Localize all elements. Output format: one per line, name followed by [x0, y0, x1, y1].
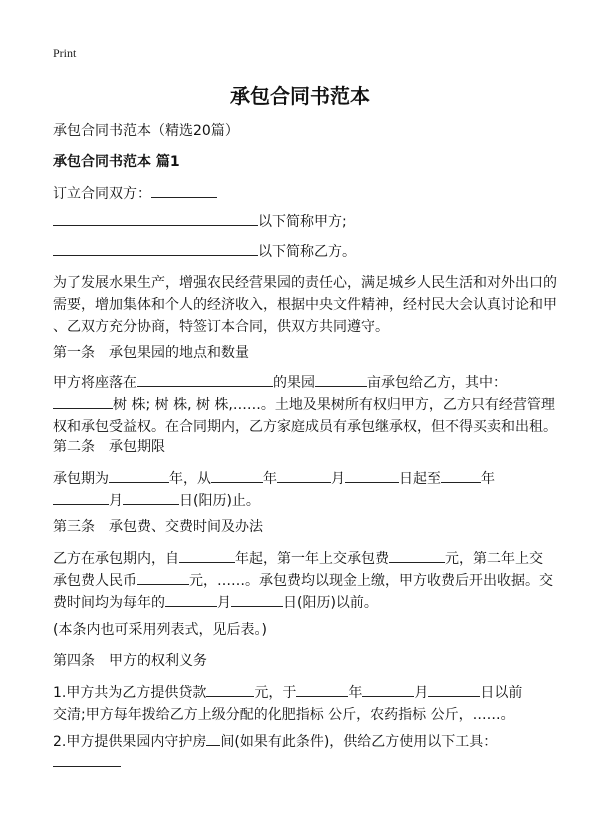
term-years-blank [109, 469, 169, 483]
loan-day-blank [428, 683, 480, 697]
clause-2-text: 日起至 [399, 471, 441, 487]
clause-1-text: 甲方将座落在 [53, 375, 137, 391]
start-year-blank [211, 469, 263, 483]
start-day-blank [345, 469, 399, 483]
clause-2-text: 年，从 [169, 471, 211, 487]
clause-3-heading: 第三条 承包费、交费时间及办法 [53, 519, 263, 535]
clause-2-heading: 第二条 承包期限 [53, 439, 165, 455]
clause-4-item-2 [53, 731, 548, 753]
party-a-line [53, 211, 548, 233]
party-a-blank [53, 212, 258, 226]
loan-amount-blank [206, 683, 254, 697]
area-blank [315, 373, 367, 387]
clause-2-line-1 [53, 468, 548, 490]
loan-month-blank [362, 683, 414, 697]
clause-3-line-1 [53, 548, 548, 570]
intro-paragraph [53, 272, 557, 338]
intro-line: 、乙双方充分协商，特签订本合同，供双方共同遵守。 [53, 319, 389, 335]
clause-2-text: 月 [109, 493, 123, 509]
clause-1-text: 树 株; 树 株, 树 株,……。土地及果树所有权归甲方，乙方只有经营管理 [113, 397, 555, 413]
clause-2-text: 承包期为 [53, 471, 109, 487]
clause-2-text: 日(阳历)止。 [179, 493, 260, 509]
clause-3-text: 元，……。承包费均以现金上缴，甲方收费后开出收据。交 [189, 573, 553, 589]
fee-start-year-blank [179, 549, 235, 563]
clause-3-text: 乙方在承包期内，自 [53, 551, 179, 567]
clause-4-item-1-line-1 [53, 682, 548, 704]
clause-1-line-3: 权和承包受益权。在合同期内，乙方家庭成员有承包继承权，但不得买卖和出租。 [53, 419, 557, 435]
clause-3-text: 月 [217, 595, 231, 611]
end-month-blank [53, 491, 109, 505]
article-heading: 承包合同书范本 篇1 [53, 154, 180, 170]
start-month-blank [277, 469, 331, 483]
clause-3-text: 承包费人民币 [53, 573, 137, 589]
first-year-fee-blank [389, 549, 445, 563]
party-a-suffix: 以下简称甲方; [258, 214, 347, 230]
clause-2-line-2 [53, 490, 548, 512]
clause-4-text: 2.甲方提供果园内守护房 [53, 734, 207, 750]
guard-room-blank [206, 732, 220, 746]
party-b-blank [53, 242, 258, 256]
end-day-blank [123, 491, 179, 505]
clause-4-text: 元，于 [254, 685, 297, 701]
clause-4-text: 日以前 [480, 685, 523, 701]
clause-1-heading: 第一条 承包果园的地点和数量 [53, 345, 249, 361]
clause-3-text: 元，第二年上交 [445, 551, 543, 567]
payment-month-blank [165, 593, 217, 607]
parties-blank [151, 184, 217, 198]
clause-3-note: (本条内也可采用列表式，见后表。) [53, 622, 267, 638]
clause-2-text: 月 [331, 471, 345, 487]
loan-year-blank [296, 683, 348, 697]
document-title: 承包合同书范本 [230, 84, 370, 108]
clause-4-text: 年 [348, 685, 363, 701]
clause-1-text: 的果园 [273, 375, 315, 391]
clause-2-body [53, 468, 548, 512]
clause-3-text: 费时间均为每年的 [53, 595, 165, 611]
clause-1-body [53, 372, 557, 438]
clause-1-text: 亩承包给乙方，其中： [367, 375, 507, 391]
location-blank [137, 373, 273, 387]
party-b-suffix: 以下简称乙方。 [258, 244, 356, 260]
clause-2-text: 年 [481, 471, 495, 487]
tools-line [53, 752, 548, 774]
intro-line: 需要，增加集体和个人的经济收入，根据中央文件精神，经村民大会认真讨论和甲 [53, 297, 557, 313]
parties-label: 订立合同双方： [53, 186, 151, 202]
clause-4-heading: 第四条 甲方的权利义务 [53, 653, 207, 669]
tools-blank [53, 753, 121, 767]
clause-3-body [53, 548, 553, 614]
tree-blank [53, 395, 113, 409]
party-b-line [53, 241, 548, 263]
clause-3-text: 年起，第一年上交承包费 [235, 551, 389, 567]
clause-3-line-2 [53, 570, 553, 592]
document-subtitle: 承包合同书范本（精选20篇） [53, 123, 239, 139]
payment-day-blank [231, 593, 283, 607]
clause-4-item-1 [53, 682, 548, 726]
clause-4-text: 间(如果有此条件)，供给乙方使用以下工具： [220, 734, 498, 750]
clause-1-line-2 [53, 394, 555, 416]
print-label[interactable]: Print [53, 46, 77, 60]
parties-line [53, 183, 548, 205]
clause-4-text: 1.甲方共为乙方提供贷款 [53, 685, 207, 701]
clause-4-text: 月 [414, 685, 429, 701]
clause-3-text: 日(阳历)以前。 [283, 595, 378, 611]
clause-2-text: 年 [263, 471, 277, 487]
intro-line: 为了发展水果生产，增强农民经营果园的责任心，满足城乡人民生活和对外出口的 [53, 275, 557, 291]
clause-4-item-1-line-2: 交清;甲方每年拨给乙方上级分配的化肥指标 公斤，农药指标 公斤，……。 [53, 707, 515, 723]
clause-3-line-3 [53, 592, 548, 614]
second-year-fee-blank [137, 571, 189, 585]
clause-1-line-1 [53, 372, 548, 394]
end-year-blank [441, 469, 481, 483]
